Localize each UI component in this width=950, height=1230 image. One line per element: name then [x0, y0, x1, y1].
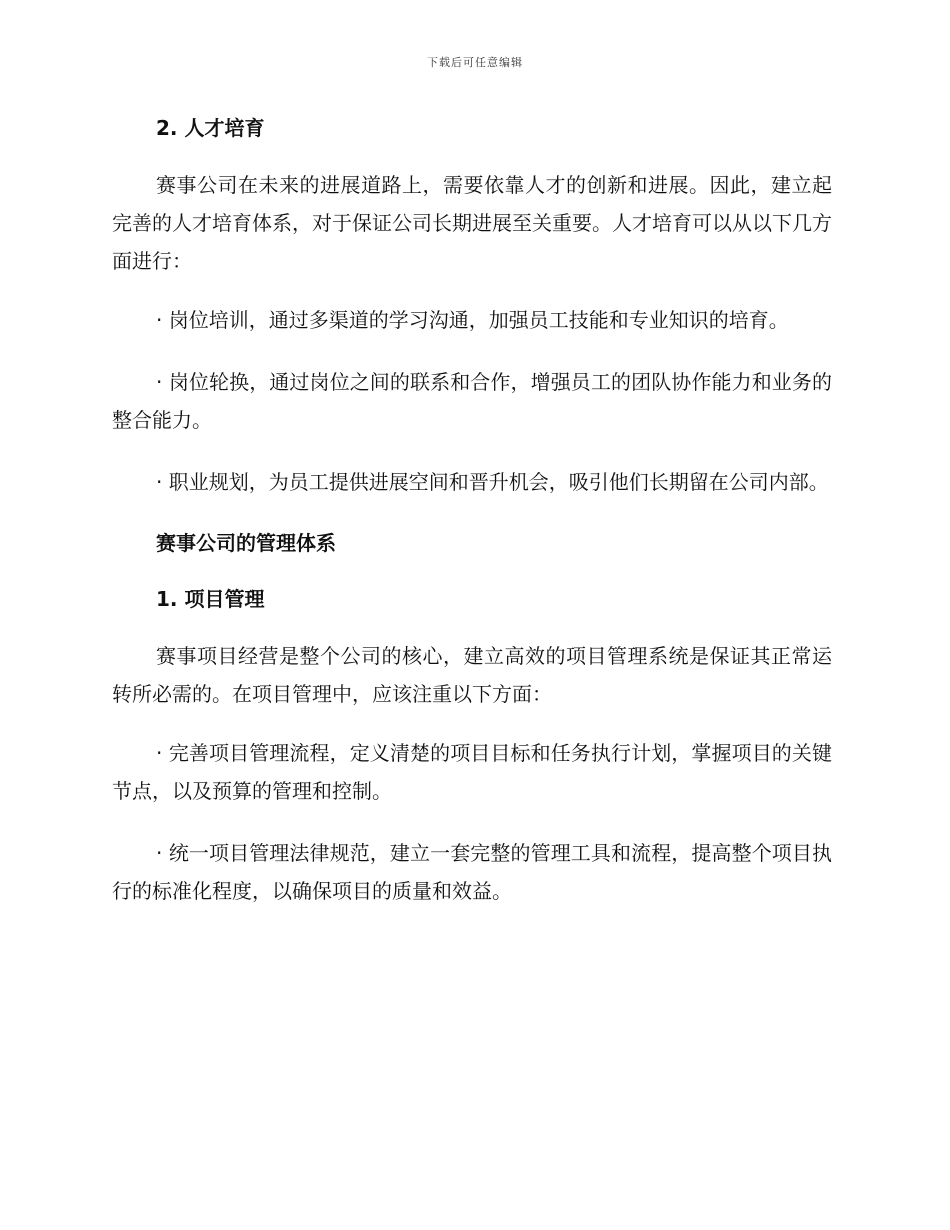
- section-heading-talent: 2. 人才培育: [156, 116, 265, 140]
- page-header: 下载后可任意编辑: [427, 56, 523, 69]
- paragraph-talent-intro: 赛事公司在未来的进展道路上，需要依靠人才的创新和进展。因此，建立起完善的人才培育体系，对于保证公司长期进展至关重要。人才培育可以从以下几方面进行：: [112, 173, 832, 273]
- bullet-project-1: · 完善项目管理流程，定义清楚的项目目标和任务执行计划，掌握项目的关键节点，以及预算的管理和控制。: [112, 741, 832, 803]
- section-heading-management: 赛事公司的管理体系: [156, 531, 336, 555]
- section-heading-project: 1. 项目管理: [156, 587, 265, 611]
- document-body: [112, 110, 832, 910]
- paragraph-project-intro: 赛事项目经营是整个公司的核心，建立高效的项目管理系统是保证其正常运转所必需的。在项目管理中，应该注重以下方面：: [112, 644, 832, 706]
- bullet-talent-2: · 岗位轮换，通过岗位之间的联系和合作，增强员工的团队协作能力和业务的整合能力。: [112, 370, 832, 432]
- bullet-talent-3: · 职业规划，为员工提供进展空间和晋升机会，吸引他们长期留在公司内部。: [156, 470, 829, 494]
- bullet-project-2: · 统一项目管理法律规范，建立一套完整的管理工具和流程，提高整个项目执行的标准化程度，以确保项目的质量和效益。: [112, 841, 832, 903]
- bullet-talent-1: · 岗位培训，通过多渠道的学习沟通，加强员工技能和专业知识的培育。: [156, 308, 789, 332]
